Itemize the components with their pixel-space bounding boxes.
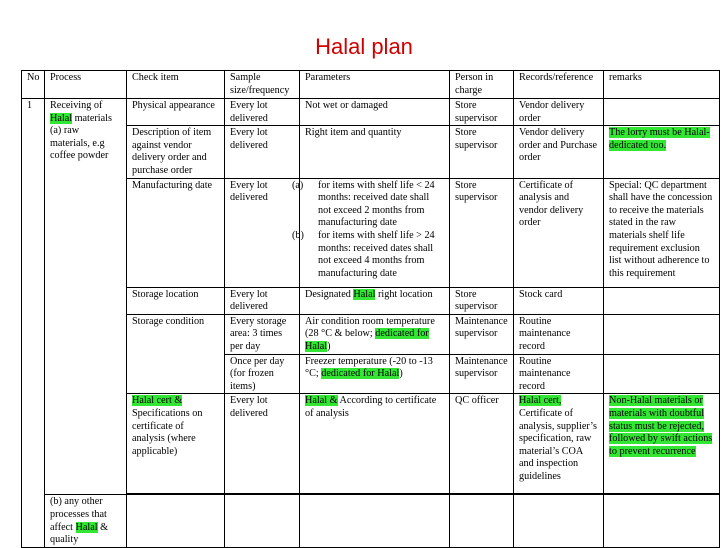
header-check-item: Check item (127, 71, 225, 99)
person-in-charge: Store supervisor (450, 178, 514, 287)
parameter (300, 495, 450, 547)
person-in-charge (450, 495, 514, 547)
header-sample: Sample size/frequency (225, 71, 300, 99)
parameter-suffix: ) (399, 368, 403, 380)
parameter (300, 354, 450, 394)
person-in-charge: Maintenance supervisor (450, 354, 514, 394)
parameter-highlight: dedicated for Halal (305, 328, 429, 352)
record-reference: Stock card (514, 287, 604, 314)
record-reference: Vendor delivery order and Purchase order (514, 126, 604, 178)
check-item: Physical appearance (127, 99, 225, 126)
record-highlight: Halal cert, (519, 395, 562, 407)
header-person: Person in charge (450, 71, 514, 99)
remark-highlight: Non-Halal materials or materials with doubtful status must be rejected, followed by swift actions to prevent recurrence (609, 395, 713, 457)
sample-frequency (225, 495, 300, 547)
remark (604, 99, 720, 126)
parameter-suffix: right location (375, 288, 433, 300)
remark (604, 126, 720, 178)
table-header-row (22, 71, 720, 99)
parameter-prefix: Air condition room temperature (28 °C & below; (305, 315, 435, 340)
sample-frequency: Every storage area: 3 times per day (225, 314, 300, 354)
record-reference: Routine maintenance record (514, 314, 604, 354)
table-row (22, 495, 720, 547)
check-item-highlight: Halal cert & (132, 395, 183, 407)
parameter: Right item and quantity (300, 126, 450, 178)
parameter-b-text: for items with shelf life > 24 months: received dates shall not exceed 4 months from manufacturing date (318, 229, 435, 279)
table-row (22, 178, 720, 287)
header-remarks: remarks (604, 71, 720, 99)
parameter-suffix: ) (327, 340, 331, 352)
process-raw-materials: (a) raw materials, e.g coffee powder (50, 125, 109, 162)
parameter-b-label: (b) (292, 229, 304, 241)
sample-frequency: Once per day (for frozen items) (225, 354, 300, 394)
person-in-charge: Store supervisor (450, 126, 514, 178)
page-title: Halal plan (315, 34, 413, 59)
table-row (22, 99, 720, 126)
check-item: Storage location (127, 287, 225, 314)
record-text: Certificate of analysis, supplier’s specification, raw material’s COA and inspection guidelines (519, 407, 597, 482)
header-no: No (22, 71, 45, 99)
row-number: 1 (22, 99, 45, 548)
process-other-highlight: Halal (75, 521, 98, 533)
remark (604, 394, 720, 494)
parameter-highlight: Halal & (305, 395, 338, 407)
person-in-charge: Store supervisor (450, 287, 514, 314)
parameter-a-label: (a) (292, 179, 304, 191)
table-row (22, 126, 720, 178)
header-parameters: Parameters (300, 71, 450, 99)
parameter (300, 287, 450, 314)
parameter-b (292, 229, 444, 280)
record-reference: Routine maintenance record (514, 354, 604, 394)
table-row (22, 394, 720, 494)
check-item: Storage condition (127, 314, 225, 394)
person-in-charge: QC officer (450, 394, 514, 494)
remark: Special: QC department shall have the concession to receive the materials stated in the raw materials shelf life requirement exclusion list without adherence to this requirement (604, 178, 720, 287)
process-label: Receiving of (50, 100, 103, 111)
check-item (127, 495, 225, 547)
table-row (22, 287, 720, 314)
check-item: Manufacturing date (127, 178, 225, 287)
parameter (300, 314, 450, 354)
check-item-text: Specifications on certificate of analysis (where applicable) (132, 407, 203, 457)
sample-frequency: Every lot delivered (225, 126, 300, 178)
remark (604, 354, 720, 394)
process-halal-highlight: Halal (50, 112, 73, 124)
halal-plan-table (21, 70, 720, 548)
check-item (127, 394, 225, 494)
parameter (300, 394, 450, 494)
parameter-prefix: Designated (305, 288, 354, 300)
parameter (292, 178, 450, 287)
remark-highlight: The lorry must be Halal-dedicated too. (609, 127, 710, 151)
remark (604, 314, 720, 354)
process-label-suffix: materials (72, 112, 112, 124)
parameter-highlight: dedicated for Halal (321, 368, 400, 380)
sample-frequency: Every lot delivered (225, 99, 300, 126)
header-records: Records/reference (514, 71, 604, 99)
parameter-a (292, 179, 444, 230)
person-in-charge: Store supervisor (450, 99, 514, 126)
parameter-prefix: Freezer temperature (-20 to -13 °C; (305, 355, 433, 380)
sample-frequency: Every lot delivered (225, 287, 300, 314)
process-cell (45, 99, 127, 495)
record-reference (514, 394, 604, 494)
parameter: Not wet or damaged (300, 99, 450, 126)
record-reference (514, 495, 604, 547)
parameter-a-text: for items with shelf life < 24 months: received date shall not exceed 2 months from manufacturing date (318, 179, 435, 229)
record-reference: Certificate of analysis and vendor delivery order (514, 178, 604, 287)
sample-frequency: Every lot delivered (225, 394, 300, 494)
process-other-cell (45, 495, 127, 547)
person-in-charge: Maintenance supervisor (450, 314, 514, 354)
process-other-text: (b) any other processes that affect (50, 496, 107, 533)
remark (604, 495, 720, 547)
parameter-suffix: According to certificate of analysis (305, 395, 437, 419)
remark (604, 287, 720, 314)
process-other-suffix: & quality (50, 521, 109, 546)
table-row (22, 314, 720, 354)
check-item: Description of item against vendor delivery order and purchase order (127, 126, 225, 178)
header-process: Process (45, 71, 127, 99)
parameter-highlight: Halal (353, 288, 376, 300)
sample-frequency: Every lot delivered (225, 178, 300, 287)
record-reference: Vendor delivery order (514, 99, 604, 126)
